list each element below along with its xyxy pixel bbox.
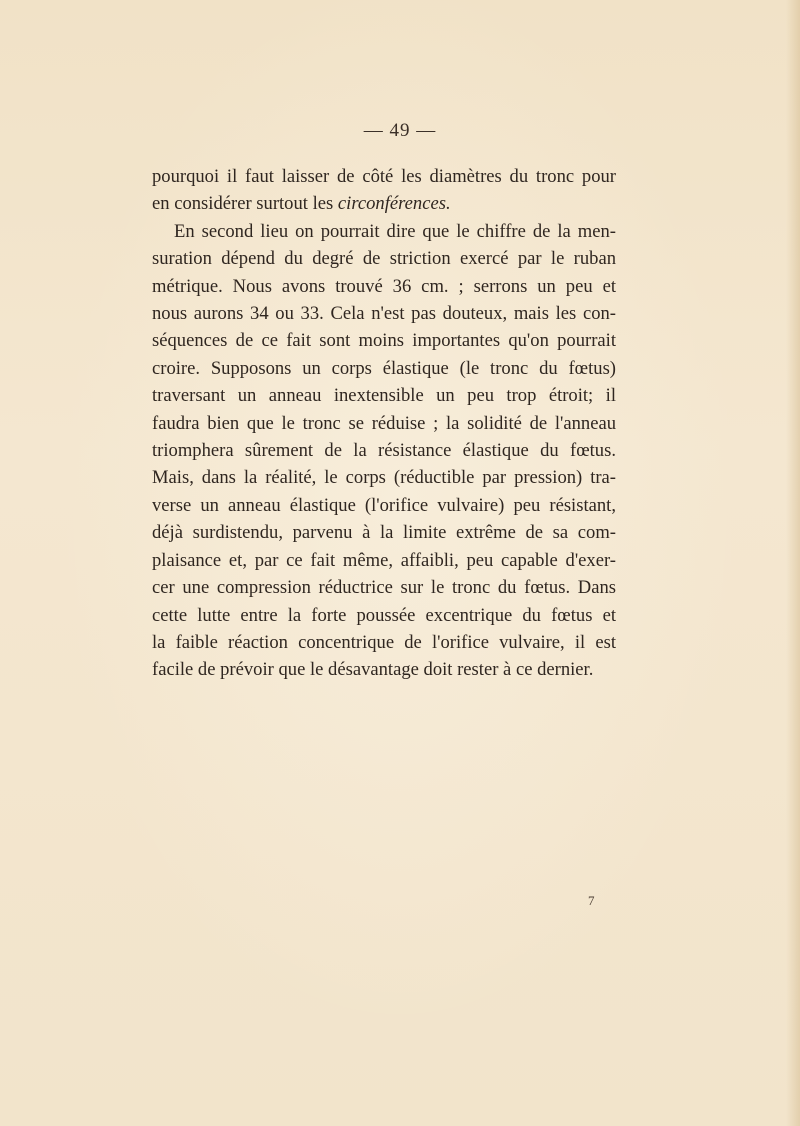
text-line: verse un anneau élastique (l'orifice vulvaire) peu résistant, <box>152 494 616 516</box>
text-line: traversant un anneau inextensible un peu trop étroit; il <box>152 385 616 407</box>
text-line: cette lutte entre la forte poussée excentrique du fœtus et <box>152 604 616 626</box>
body-text <box>152 163 616 684</box>
signature-mark: 7 <box>588 893 595 908</box>
text-line: triomphera sûrement de la résistance élastique du fœtus. <box>152 440 616 462</box>
page-edge-shadow <box>786 0 800 1126</box>
text-line: En second lieu on pourrait dire que le chiffre de la men- <box>174 220 616 242</box>
text-line: faudra bien que le tronc se réduise ; la solidité de l'anneau <box>152 412 616 434</box>
text-line: déjà surdistendu, parvenu à la limite extrême de sa com- <box>152 522 616 544</box>
text-line: croire. Supposons un corps élastique (le tronc du fœtus) <box>152 357 616 379</box>
text-line: pourquoi il faut laisser de côté les diamètres du tronc pour <box>152 166 616 187</box>
page-number: — 49 — <box>363 120 437 141</box>
text-line: séquences de ce fait sont moins importantes qu'on pourrait <box>152 330 616 352</box>
text-line: plaisance et, par ce fait même, affaibli, peu capable d'exer- <box>152 549 616 571</box>
text-line: Mais, dans la réalité, le corps (réductible par pression) tra- <box>152 467 616 489</box>
text-line: nous aurons 34 ou 33. Cela n'est pas douteux, mais les con- <box>152 303 616 325</box>
text-line <box>152 190 616 217</box>
emphasized-term: circonférences. <box>337 193 451 215</box>
text-line: suration dépend du degré de striction exercé par le ruban <box>152 248 616 270</box>
text-line: la faible réaction concentrique de l'orifice vulvaire, il est <box>152 631 616 653</box>
text-fragment: en considérer surtout les <box>152 193 334 215</box>
text-line: cer une compression réductrice sur le tronc du fœtus. Dans <box>152 577 616 599</box>
text-line: métrique. Nous avons trouvé 36 cm. ; serrons un peu et <box>152 275 616 297</box>
text-line: facile de prévoir que le désavantage doit rester à ce dernier. <box>152 659 594 681</box>
